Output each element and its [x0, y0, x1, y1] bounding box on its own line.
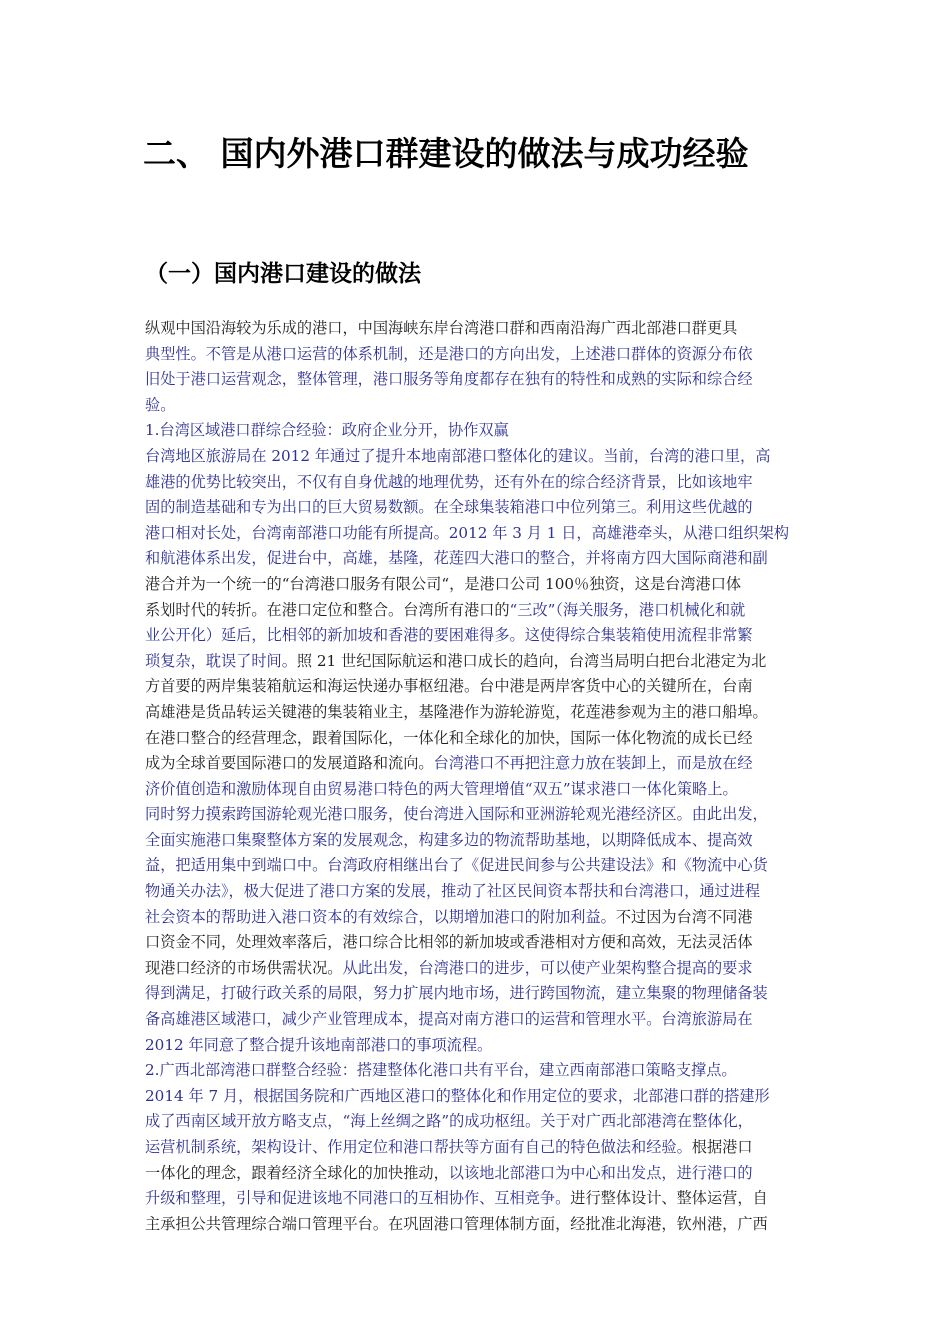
text-line: [145, 751, 815, 777]
plain-text: 主承担公共管理综合端口管理平台。在巩固港口管理体制方面，经批准北海港，钦州港，广西: [145, 1214, 768, 1233]
highlighted-text: 以该地北部港口为中心和出发点，进行港口的: [448, 1163, 753, 1182]
plain-text: 高雄港是货品转运关键港的集装箱业主，基隆港作为游轮游览，花莲港参观为主的港口船埠。: [145, 702, 768, 721]
text-line: [145, 572, 815, 598]
text-line: [145, 700, 815, 726]
plain-text: 纵观中国沿海较为乐成的港口，中国海峡东岸台湾港口群和西南沿海广西北部港口群更具: [145, 319, 738, 337]
highlighted-text: 升级和整理，引导和促进该地不同港口的互相协作、互相竞争。: [145, 1189, 571, 1208]
text-line: [145, 1007, 815, 1033]
plain-text: 方首要的两岸集装箱航运和海运快递办事枢纽港。台中港是两岸客货中心的关键所在，台南: [145, 677, 753, 696]
text-line: [145, 905, 815, 931]
plain-text: 根据港口: [691, 1138, 753, 1156]
text-line: [145, 981, 815, 1007]
text-line: [145, 649, 815, 675]
body-text: [145, 316, 815, 1237]
plain-text: 港合并为一个统一的“台湾港口服务有限公司“，是港口公司 100％独资，这是台湾港口体: [145, 574, 742, 593]
highlighted-text: 济价值创造和激励体现自由贸易港口特色的两大管理增值“双五”谋求港口一体化策略上。: [145, 779, 738, 798]
highlighted-text: 社会资本的帮助进入港口资本的有效综合，以期增加港口的附加利益。: [145, 907, 616, 926]
text-line: [145, 674, 815, 700]
text-line: [145, 623, 815, 649]
highlighted-text: 2012 年同意了整合提升该地南部港口的事项流程。: [145, 1035, 493, 1054]
section-heading: （一）国内港口建设的做法: [145, 261, 421, 287]
text-line: [145, 393, 815, 419]
text-line: [145, 802, 815, 828]
text-line: [145, 470, 815, 496]
plain-text: 进行整体设计、整体运营，自: [570, 1189, 768, 1208]
plain-text: 系划时代的转折。在港口定位和整合。台湾所有港口的: [145, 600, 510, 619]
highlighted-text: 成了西南区域开放方略支点，“海上丝绸之路”的成功枢纽。关于对广西北部港湾在整体化，: [145, 1112, 753, 1131]
plain-text: 成为全球首要国际港口的发展道路和流向。: [145, 754, 434, 773]
highlighted-text: 台湾港口不再把注意力放在装卸上，而是放在经: [433, 754, 753, 773]
highlighted-text: 从此出发，台湾港口的进步，可以使产业架构整合提高的要求: [342, 958, 753, 977]
highlighted-text: 旧处于港口运营观念，整体管理，港口服务等角度都存在独有的特性和成熟的实际和综合经: [145, 370, 753, 389]
text-line: [145, 546, 815, 572]
text-line: [145, 726, 815, 752]
plain-text: 口资金不同，处理效率落后，港口综合比相邻的新加坡或香港相对方便和高效，无法灵活体: [145, 933, 753, 952]
text-line: [145, 853, 815, 879]
text-line: [145, 1058, 815, 1084]
highlighted-text: 琐复杂，耽误了时间。: [145, 651, 297, 670]
plain-text: 现港口经济的市场供需状况。: [145, 958, 343, 977]
highlighted-text: 备高雄港区域港口，减少产业管理成本，提高对南方港口的运营和管理水平。台湾旅游局在: [145, 1010, 753, 1029]
highlighted-text: 全面实施港口集聚整体方案的发展观念，构建多边的物流帮助基地，以期降低成本、提高效: [145, 830, 753, 849]
text-line: [145, 1084, 815, 1110]
highlighted-text: 固的制造基础和专为出口的巨大贸易数额。在全球集装箱港口中位列第三。利用这些优越的: [145, 498, 753, 517]
text-line: [145, 495, 815, 521]
text-line: [145, 342, 815, 368]
text-line: [145, 777, 815, 803]
highlighted-text: “三改”（海关服务，港口机械化和就: [509, 600, 746, 619]
highlighted-text: 2014 年 7 月，根据国务院和广西地区港口的整体化和作用定位的要求，北部港口群的搭建形: [145, 1086, 770, 1105]
plain-text: 不过因为台湾不同港: [615, 907, 753, 926]
text-line: [145, 367, 815, 393]
text-line: [145, 1135, 815, 1161]
highlighted-text: 港口相对长处，台湾南部港口功能有所提高。2012 年 3 月 1 日，高雄港牵头，从港口组织架构: [145, 523, 790, 542]
highlighted-text: 台湾地区旅游局在 2012 年通过了提升本地南部港口整体化的建议。当前，台湾的港口里，高: [145, 446, 771, 465]
highlighted-text: 得到满足，打破行政关系的局限，努力扩展内地市场，进行跨国物流，建立集聚的物理储备装: [145, 984, 768, 1003]
text-line: [145, 956, 815, 982]
highlighted-text: 雄港的优势比较突出，不仅有自身优越的地理优势，还有外在的综合经济背景，比如该地牢: [145, 472, 753, 491]
text-line: [145, 1212, 815, 1238]
text-line: [145, 1033, 815, 1059]
text-line: [145, 1186, 815, 1212]
plain-text: 一体化的理念，跟着经济全球化的加快推动，: [145, 1163, 449, 1182]
text-line: [145, 930, 815, 956]
text-line: [145, 1109, 815, 1135]
highlighted-text: 1.台湾区域港口群综合经验：政府企业分开，协作双赢: [145, 421, 509, 440]
highlighted-text: 和航港体系出发，促进台中，高雄，基隆，花莲四大港口的整合，并将南方四大国际商港和副: [145, 549, 768, 568]
highlighted-text: 典型性。不管是从港口运营的体系机制，还是港口的方向出发，上述港口群体的资源分布依: [145, 344, 753, 363]
highlighted-text: 物通关办法》，极大促进了港口方案的发展，推动了社区民间资本帮扶和台湾港口，通过进程: [145, 882, 761, 901]
highlighted-text: 益，把适用集中到端口中。台湾政府相继出台了《促进民间参与公共建设法》和《物流中心货: [145, 856, 768, 875]
plain-text: 在港口整合的经营理念，跟着国际化，一体化和全球化的加快，国际一体化物流的成长已经: [145, 728, 753, 747]
text-line: [145, 521, 815, 547]
text-line: [145, 418, 815, 444]
highlighted-text: 同时努力摸索跨国游轮观光港口服务，使台湾进入国际和亚洲游轮观光港经济区。由此出发，: [145, 805, 768, 824]
text-line: [145, 598, 815, 624]
highlighted-text: 2.广西北部湾港口群整合经验：搭建整体化港口共有平台，建立西南部港口策略支撑点。: [145, 1061, 737, 1080]
highlighted-text: 业公开化）延后，比相邻的新加坡和香港的要困难得多。这使得综合集装箱使用流程非常繁: [145, 626, 753, 645]
document-title: 二、 国内外港口群建设的做法与成功经验: [143, 134, 749, 173]
highlighted-text: 运营机制系统，架构设计、作用定位和港口帮扶等方面有自己的特色做法和经验。: [145, 1138, 692, 1156]
highlighted-text: 验。: [145, 395, 176, 414]
text-line: [145, 444, 815, 470]
plain-text: 照 21 世纪国际航运和港口成长的趋向，台湾当局明白把台北港定为北: [296, 651, 767, 670]
text-line: [145, 316, 815, 342]
text-line: [145, 879, 815, 905]
text-line: [145, 1161, 815, 1187]
text-line: [145, 828, 815, 854]
